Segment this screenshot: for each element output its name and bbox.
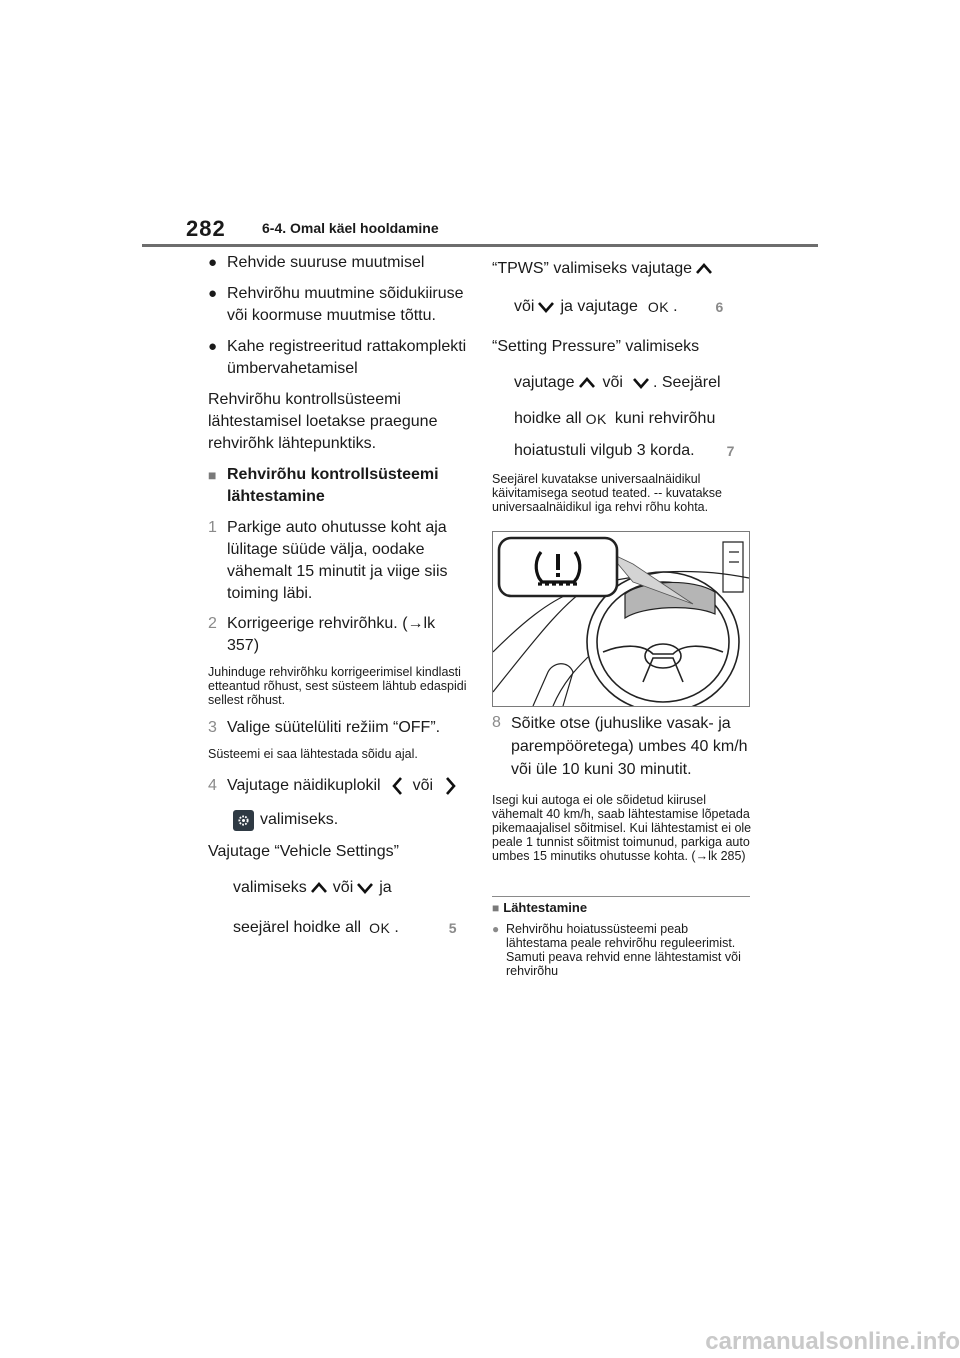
chevron-up-icon (309, 880, 329, 896)
vehicle-settings-line: Vajutage “Vehicle Settings” (208, 843, 399, 860)
chevron-down-icon (631, 375, 651, 391)
ok-button-icon: OK (369, 920, 391, 936)
square-bullet-icon: ■ (492, 900, 500, 915)
reset-intro: Rehvirõhu kontrollsüsteemi lähtestamisel loetakse praegune rehvirõhk lähtepunktiks. (208, 391, 438, 452)
step-8: 8 Sõitke otse (juhuslike vasak- ja parempööretega) umbes 40 km/h või üle 10 kuni 30 minutit. (492, 714, 748, 778)
step-2: 2 Korrigeerige rehvirõhku. (→lk 357) (208, 615, 436, 654)
bullet-dot-icon: ● (208, 338, 218, 355)
chevron-left-icon (389, 775, 407, 797)
ok-button-icon: OK (647, 299, 670, 315)
right-column: “TPWS” valimiseks vajutage või ja vajutage OK . 6 “Setting Pressure” valimiseks vajutage või . Seejärel hoidke all OK kuni rehvirõhu hoiatustuli vilgub 3 korda. 7 Seejärel kuvatakse universaalnäidikul käivitamisega seotud teated. -- kuvatakse universaalnäidikul iga rehvi rõhu kohta. (492, 258, 754, 524)
bullet-item: ● Rehvirõhu muutmine sõidukiiruse või koormuse muutmise tõttu. (208, 283, 468, 327)
chevron-right-icon (441, 775, 459, 797)
bullet-item: ● Kahe registreeritud rattakomplekti ümbervahetamisel (208, 336, 468, 380)
step-marker: 6 (715, 299, 724, 315)
page-number: 282 (186, 216, 226, 241)
notes-item: ● Rehvirõhu hoiatussüsteemi peab lähtestama peale rehvirõhu reguleerimist. Samuti peava rehvid enne lähtestamist või rehvirõhu (492, 922, 741, 978)
setting-pressure-line: “Setting Pressure” valimiseks (492, 338, 700, 355)
chevron-up-icon (694, 261, 714, 277)
header-rule (142, 244, 818, 247)
bullet-dot-icon: ● (208, 254, 218, 271)
step-4: 4 Vajutage näidikuplokil või (208, 775, 468, 797)
section-title: 6-4. Omal käel hooldamine (262, 220, 439, 236)
square-bullet-icon: ■ (208, 467, 217, 483)
bullet-dot-icon: ● (492, 922, 500, 936)
step-2-note: Juhinduge rehvirõhku korrigeerimisel kindlasti etteantud rõhust, sest süsteem lähtub edaspidi sellest rõhust. (208, 665, 467, 707)
step-marker: 7 (726, 443, 735, 459)
step-8-block (492, 712, 754, 873)
dashboard-illustration (492, 531, 750, 707)
chevron-down-icon (536, 299, 556, 315)
notes-heading: ■ Lähtestamine (492, 900, 588, 915)
step-marker: 5 (448, 920, 457, 936)
chevron-down-icon (355, 880, 375, 896)
subheading: ■ Rehvirõhu kontrollsüsteemi lähtestamine (208, 464, 468, 508)
step-3: 3 Valige süütelüliti režiim “OFF”. (208, 719, 441, 736)
steering-wheel-illustration (493, 532, 749, 706)
ok-button-icon: OK (585, 411, 607, 427)
display-note: Seejärel kuvatakse universaalnäidikul käivitamisega seotud teated. -- kuvatakse universaalnäidikul iga rehvi rõhu kohta. (492, 472, 722, 514)
step-1: 1 Parkige auto ohutusse koht aja lülitage süüde välja, oodake vähemalt 15 minutit ja viige siis toiming läbi. (208, 519, 448, 602)
left-column: ● Rehvide suuruse muutmisel ● Rehvirõhu muutmine sõidukiiruse või koormuse muutmise tõttu. ● Kahe registreeritud rattakomplekti ümbervahetamisel Rehvirõhu kontrollsüsteemi lähtestamisel loetakse praegune rehvirõhk lähtepunktiks. ■ Rehvirõhu kontrollsüsteemi lähtestamine 1 Parkige auto ohutusse koht aja lülitage süüde välja, oodake vähemalt 15 minutit ja viige siis toiming läbi. 2 Korrigeerige rehvirõhku. (→lk 357) Juhinduge rehvirõhku korrigeerimisel kindlasti etteantud rõhust, sest süsteem lähtub edaspidi sellest rõhust. 3 Valige süütelüliti režiim “OFF”. Süsteemi ei saa lähtestada sõidu ajal. 4 Vajutage näidikuplokil või valimiseks. Vajutage “Vehicle Settings” valimiseks või ja seejärel hoidke all OK . 5 (208, 254, 467, 936)
bullet-dot-icon: ● (208, 285, 218, 302)
watermark: carmanualsonline.info (705, 1328, 960, 1355)
step-8-note: Isegi kui autoga ei ole sõidetud kiirusel vähemalt 40 km/h, saab lähtestamise lõpetada pikemaajalisel sõitmisel. Kui lähtestamist ei ole peale 1 tunnist sõitmist toimunud, parkiga auto umbes 15 minutiks ohutusse kohta. (→lk 285) (492, 793, 752, 863)
step-3-note: Süsteemi ei saa lähtestada sõidu ajal. (208, 747, 418, 761)
chevron-up-icon (577, 375, 597, 391)
bullet-item: ● Rehvide suuruse muutmisel (208, 252, 468, 274)
settings-gear-icon (233, 810, 254, 831)
notes-rule (492, 896, 750, 897)
